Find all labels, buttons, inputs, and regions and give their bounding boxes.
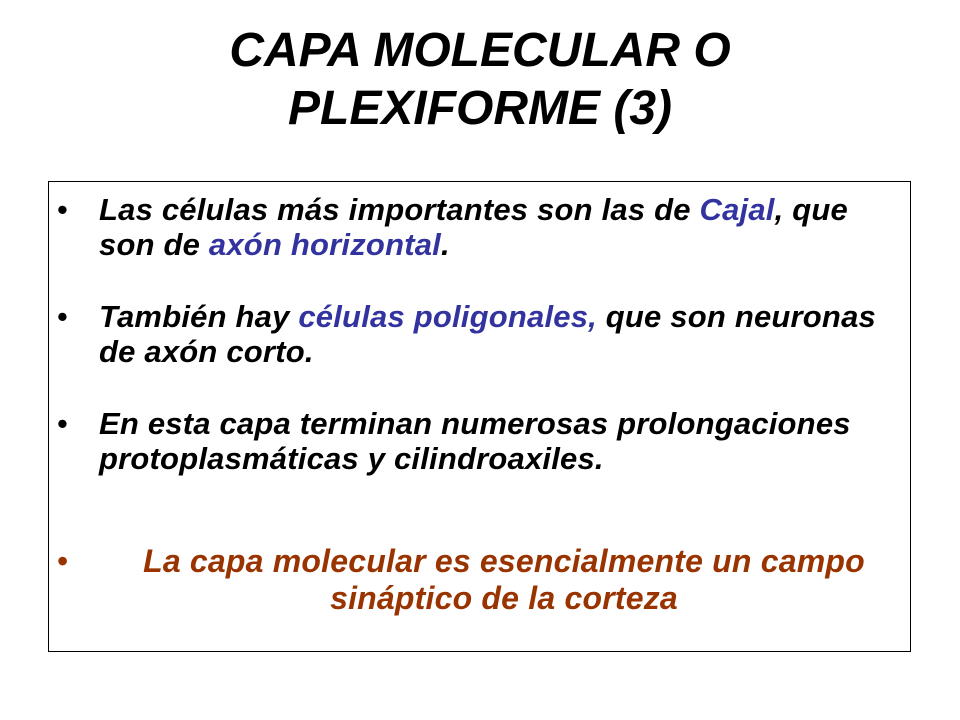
bullet-text: También hay [99, 299, 299, 334]
highlight-cajal: Cajal [699, 192, 775, 227]
bullet-text: , que son de [99, 192, 848, 262]
slide-title-line-2: PLEXIFORME (3) [287, 82, 673, 135]
bullet-marker: • [57, 192, 69, 227]
bullet-item-synaptic-field [57, 543, 909, 617]
bullet-text-highlight: La capa molecular es esencialmente un campo sináptico de la corteza [143, 543, 865, 616]
highlight-celulas-poligonales: células poligonales, [298, 299, 597, 334]
slide-title [60, 22, 900, 138]
bullet-marker: • [57, 543, 69, 579]
bullet-marker: • [57, 406, 69, 441]
bullet-text: En esta capa terminan numerosas prolongaciones protoplasmáticas y cilindroaxiles. [99, 406, 851, 476]
slide-title-line-1: CAPA MOLECULAR O [229, 24, 731, 77]
bullet-text: Las células más importantes son las de [99, 192, 700, 227]
bullet-text: que son neuronas de axón corto. [99, 299, 876, 369]
bullet-item-cajal-cells [57, 192, 899, 262]
highlight-axon-horizontal: axón horizontal [208, 227, 441, 262]
bullet-item-polygonal-cells [57, 299, 899, 369]
bullet-item-prolongations [57, 406, 899, 476]
bullet-marker: • [57, 299, 69, 334]
bullet-text: . [441, 227, 450, 262]
content-box [48, 181, 911, 652]
